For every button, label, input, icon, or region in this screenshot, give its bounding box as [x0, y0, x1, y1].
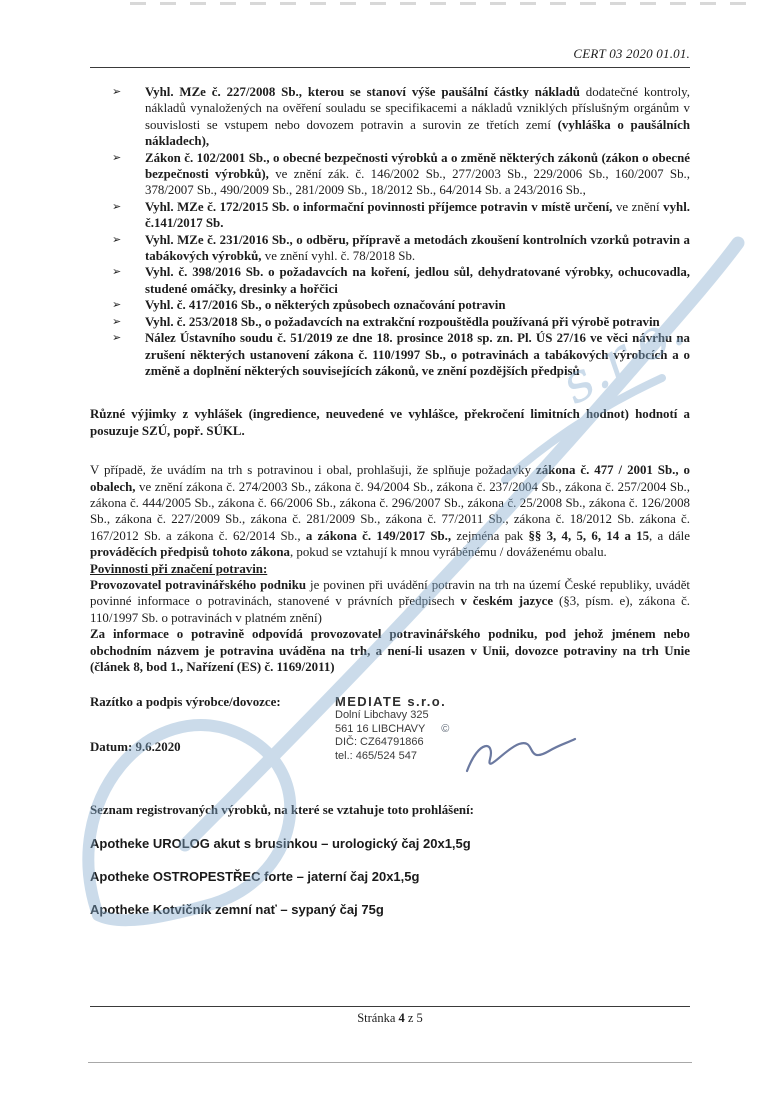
labeling-heading: Povinnosti při značení potravin:: [90, 561, 268, 576]
list-arrow-icon: ➢: [112, 151, 122, 164]
page-footer: [90, 1006, 690, 1026]
legal-item: [90, 330, 690, 379]
legal-item: [90, 199, 690, 232]
company-stamp: [335, 695, 690, 775]
product-list: [90, 836, 690, 917]
signature-stroke-icon: [461, 729, 581, 785]
product-item: Apotheke UROLOG akut s brusinkou – urologický čaj 20x1,5g: [90, 836, 471, 852]
responsibility-paragraph: Za informace o potravině odpovídá provozovatel potravinářského podniku, pod jehož jménem nebo obchodním názvem je potravina uváděna na trh, a není-li usazen v Unii, dovozce potraviny na trh Unie (článek 8, bod 1., Nařízení (ES) č. 1169/2011): [90, 627, 690, 674]
header-rule: [90, 67, 690, 68]
legal-item: [90, 84, 690, 150]
legal-item-text: Zákon č. 102/2001 Sb., o obecné bezpečnosti výrobků a o změně některých zákonů (zákon o obecné bezpečnosti výrobků), ve znění zák. č. 146/2002 Sb., 277/2003 Sb., 229/2006 Sb., 160/2007 Sb., 378/2007 Sb., 490/2009 Sb., 281/2009 Sb., 18/2012 Sb., 64/2014 Sb. a 243/2016 Sb.,: [145, 150, 690, 198]
stamp-section: [90, 695, 690, 775]
list-arrow-icon: ➢: [112, 315, 122, 328]
stamp-mark-icon: ©: [441, 722, 450, 735]
stamp-line: tel.: 465/524 547: [335, 749, 417, 762]
legal-item-text: Vyhl. MZe č. 227/2008 Sb., kterou se stanoví výše paušální částky nákladů dodatečné kontroly, nákladů vynaložených na ověření souladu se specifikacemi a nákladů vzniklých příslušným orgánům v souvislosti se vstupem nebo dovozem potravin a surovin ze třetích zemí (vyhláška o paušálních nákladech),: [145, 85, 690, 149]
exceptions-paragraph: Různé výjimky z vyhlášek (ingredience, neuvedené ve vyhlášce, překročení limitních hodnot) hodnotí a posuzuje SZÚ, popř. SÚKL.: [90, 407, 690, 438]
list-arrow-icon: ➢: [112, 86, 122, 98]
stamp-label: Razítko a podpis výrobce/dovozce:: [90, 695, 281, 710]
page-number: Stránka 4 z 5: [357, 1011, 423, 1025]
stamp-line: MEDIATE s.r.o.: [335, 694, 447, 710]
watermark-text: s.r.o.: [550, 296, 695, 417]
scan-artifact: [130, 2, 747, 5]
list-arrow-icon: ➢: [112, 200, 122, 213]
legal-item-text: Vyhl. MZe č. 172/2015 Sb. o informační povinnosti příjemce potravin v místě určení, ve znění vyhl. č.141/2017 Sb.: [145, 199, 691, 231]
legal-item-text: Vyhl. č. 253/2018 Sb., o požadavcích na extrakční rozpouštědla používaná při výrobě potravin: [145, 314, 660, 329]
stamp-line: Dolní Libchavy 325: [335, 709, 429, 721]
bottom-rule: [88, 1062, 692, 1063]
packaging-paragraph: V případě, že uvádím na trh s potravinou i obal, prohlašuji, že splňuje požadavky zákona č. 477 / 2001 Sb., o obalech, ve znění zákona č. 274/2003 Sb., zákona č. 94/2004 Sb., zákona č. 237/2004 Sb., zákona č. 257/2004 Sb., zákona č. 444/2005 Sb., zákona č. 66/2006 Sb., zákona č. 296/2007 Sb., zákona č. 25/2008 Sb., zákona č. 126/2008 Sb., zákona č. 227/2009 Sb., zákona č. 281/2009 Sb., zákona č. 77/2011 Sb., zákona č. 18/2012 Sb. zákona č. 167/2012 Sb. a zákona č. 62/2014 Sb., a zákona č. 149/2017 Sb., zejména pak §§ 3, 4, 5, 6, 14 a 15, a dále prováděcích předpisů tohoto zákona, pokud se vztahují k mnou vyráběnému / dováženému obalu.: [90, 463, 690, 560]
stamp-labels: [90, 695, 335, 775]
list-arrow-icon: ➢: [112, 233, 122, 246]
operator-paragraph: Provozovatel potravinářského podniku je povinen při uvádění potravin na trh na území České republiky, uvádět povinné informace o potravinách, stanovené v právních předpisech v českém jazyce (§3, písm. e), zákona č. 110/1997 Sb. o potravinách v platném znění): [90, 577, 691, 625]
legal-item: [90, 232, 690, 265]
legal-item: [90, 314, 690, 330]
legal-item-text: Vyhl. č. 417/2016 Sb., o některých způsobech označování potravin: [145, 298, 506, 313]
signature: [461, 729, 581, 790]
document-code: CERT 03 2020 01.01.: [573, 46, 690, 61]
legal-reference-list: [90, 84, 690, 379]
legal-item: [90, 297, 690, 313]
page-content: [90, 46, 690, 917]
legal-item-text: Vyhl. č. 398/2016 Sb. o požadavcích na koření, jedlou sůl, dehydratované výrobky, ochucovadla, studené omáčky, dresinky a hořčici: [145, 265, 690, 296]
date-label: Datum: 9.6.2020: [90, 740, 181, 755]
stamp-line: DIČ: CZ64791866: [335, 736, 424, 749]
product-item: Apotheke OSTROPESTŘEC forte – jaterní čaj 20x1,5g: [90, 869, 420, 885]
product-item: Apotheke Kotvičník zemní nať – sypaný čaj 75g: [90, 902, 384, 918]
stamp-line: 561 16 LIBCHAVY ©: [335, 722, 450, 735]
legal-item-text: Vyhl. MZe č. 231/2016 Sb., o odběru, přípravě a metodách zkoušení kontrolních vzorků potravin a tabákových výrobků, ve znění vyhl. č. 78/2018 Sb.: [145, 232, 690, 264]
list-arrow-icon: ➢: [112, 299, 122, 312]
list-arrow-icon: ➢: [112, 266, 122, 279]
list-arrow-icon: ➢: [112, 332, 122, 345]
legal-item: [90, 264, 690, 297]
legal-item-text: Nález Ústavního soudu č. 51/2019 ze dne 18. prosince 2018 sp. zn. Pl. ÚS 27/16 ve věci návrhu na zrušení některých ustanovení zákona č. 110/1997 Sb., o potravinách a tabákových výrobcích a o změně a doplnění některých souvisejících zákonů, ve znění pozdějších předpisů: [145, 331, 690, 378]
legal-item: [90, 150, 690, 199]
products-heading: Seznam registrovaných výrobků, na které se vztahuje toto prohlášení:: [90, 803, 474, 818]
